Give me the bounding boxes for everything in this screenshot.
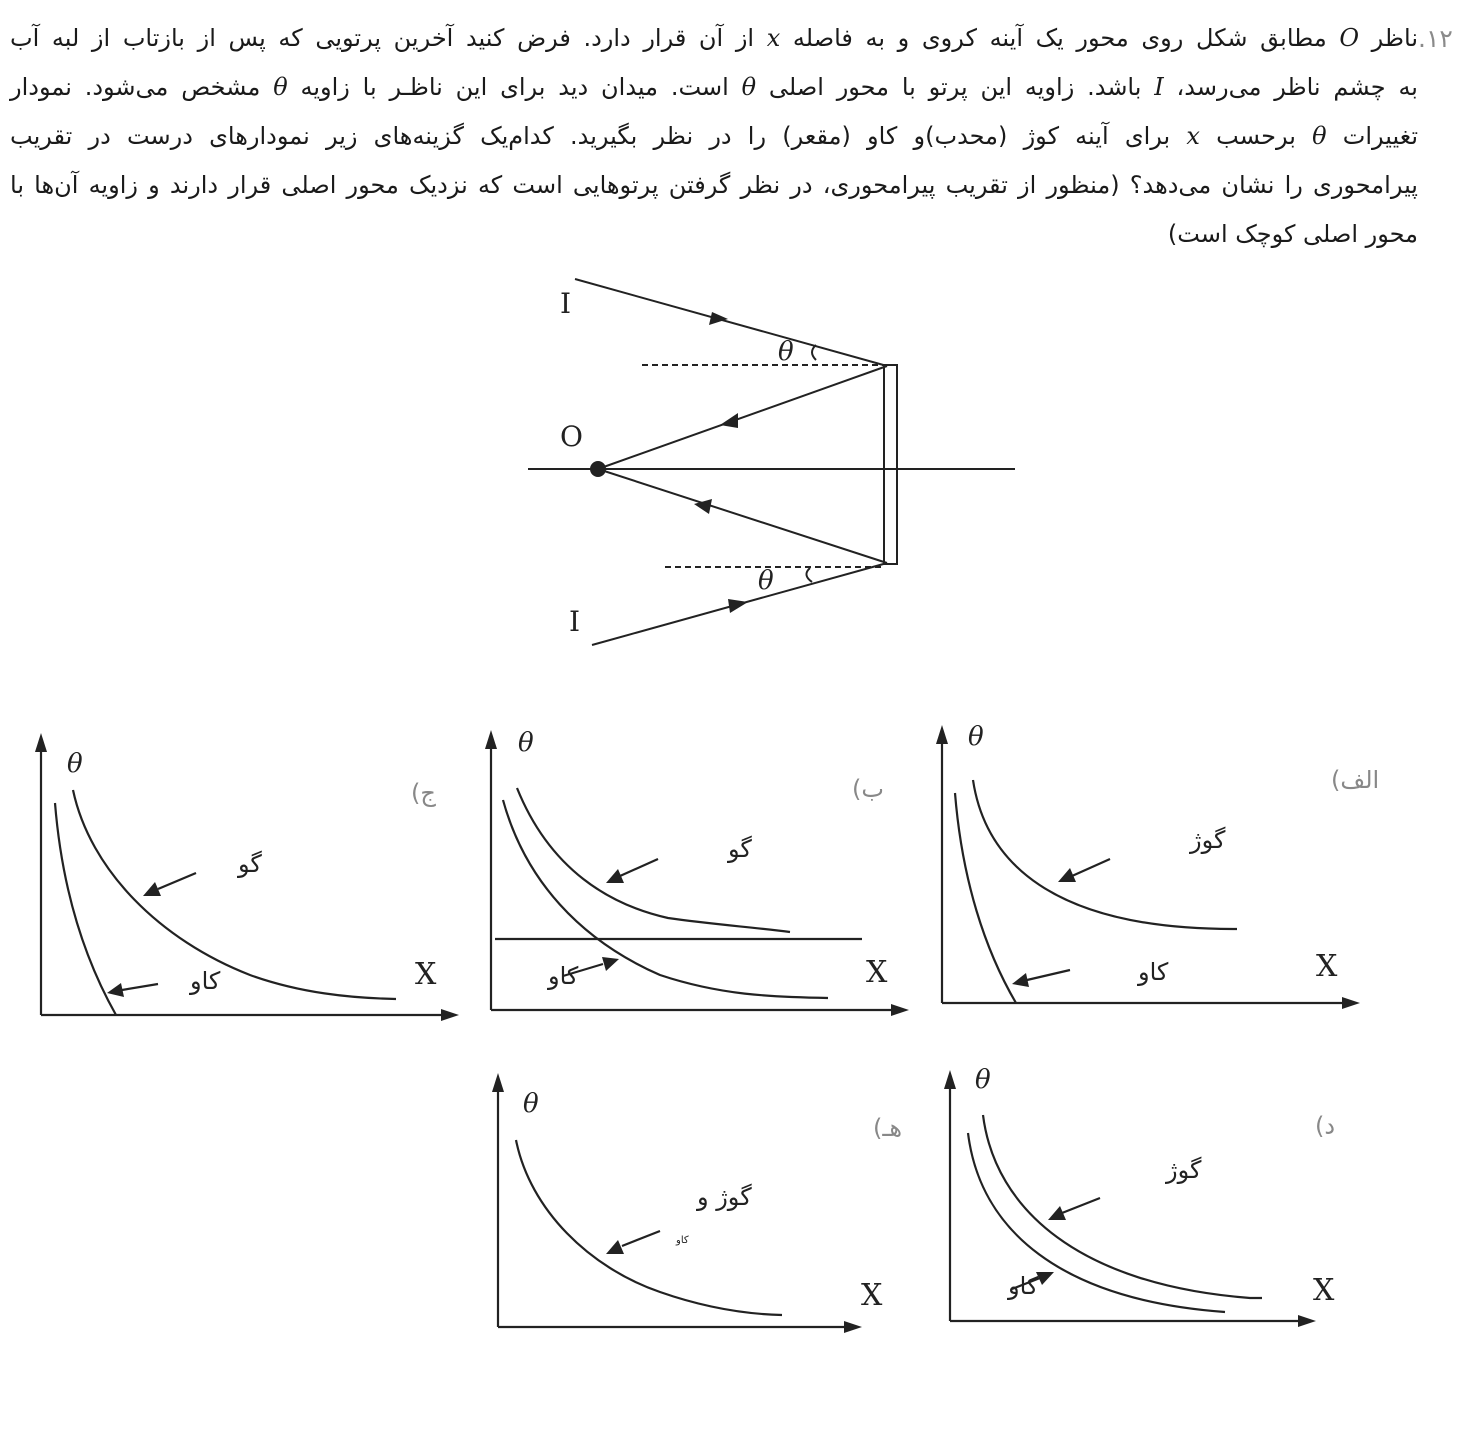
convex-label: گوژ [1166,1156,1202,1184]
question-number: ۱۲. [1418,24,1453,53]
combined-label-line2: کاو [676,1235,689,1246]
y-axis-label: θ [968,722,984,752]
x-axis-arrowhead [844,1321,862,1333]
concave-label: کاو [548,962,579,990]
x-axis-label: X [861,1278,883,1313]
option-label: د) [1315,1112,1336,1140]
option-label: ب) [852,775,884,803]
observer-label: O [560,420,583,453]
combined-label-line1: گوژ و [697,1183,752,1211]
y-axis-label: θ [67,749,83,779]
question-line-3: تغییرات θ برحسب x برای آینه کوژ (محدب)و کاو (مقعر) را در نظر بگیرید. کدام‌یک گزینه‌های زیر نمودارهای درست در تقریب [10,122,1419,150]
convex-label: گوژ [1190,826,1226,854]
convex-label: گو [238,850,262,878]
y-axis-label: θ [975,1065,991,1095]
concave-label: کاو [190,967,221,995]
pointer-line [622,1231,660,1246]
concave-label: کاو [1138,958,1169,986]
option-label: هـ) [873,1114,903,1142]
x-axis-label: X [1316,949,1338,984]
question-line-2: به چشم ناظر می‌رسد، I باشد. زاویه این پرتو با محور اصلی θ است. میدان دید برای این ناظـر با زاویه θ مشخص می‌شود. نمودار [10,73,1418,101]
angle-label-top: θ [778,337,794,367]
question-line-5: محور اصلی کوچک است) [1167,220,1418,248]
x-axis-label: X [1313,1273,1335,1308]
y-axis-label: θ [518,728,534,758]
option-label: ج) [411,779,436,807]
option-label: الف) [1331,766,1380,794]
convex-label: گو [728,835,752,863]
question-line-4: پیرامحوری را نشان می‌دهد؟ (منظور از تقریب پیرامحوری، در نظر گرفتن پرتوهایی است که نزدیک محور اصلی قرار دارند و زاویه آن‌ها با [10,171,1418,199]
combined-curve [516,1140,782,1315]
ray-label-bottom: I [569,605,581,638]
question-line-1: ناظر O مطابق شکل روی محور یک آینه کروی و به فاصله x از آن قرار دارد. فرض کنید آخرین پرتویی که پس از بازتاب از لبه آب [10,24,1418,52]
x-axis-label: X [415,957,437,992]
y-axis-label: θ [523,1089,539,1119]
ray-label-top: I [560,287,572,320]
pointer-arrowhead [606,1240,624,1254]
concave-label: کاو [1008,1272,1039,1300]
angle-label-bottom: θ [758,566,774,596]
x-axis-label: X [866,955,888,990]
y-axis-arrowhead [492,1073,504,1092]
